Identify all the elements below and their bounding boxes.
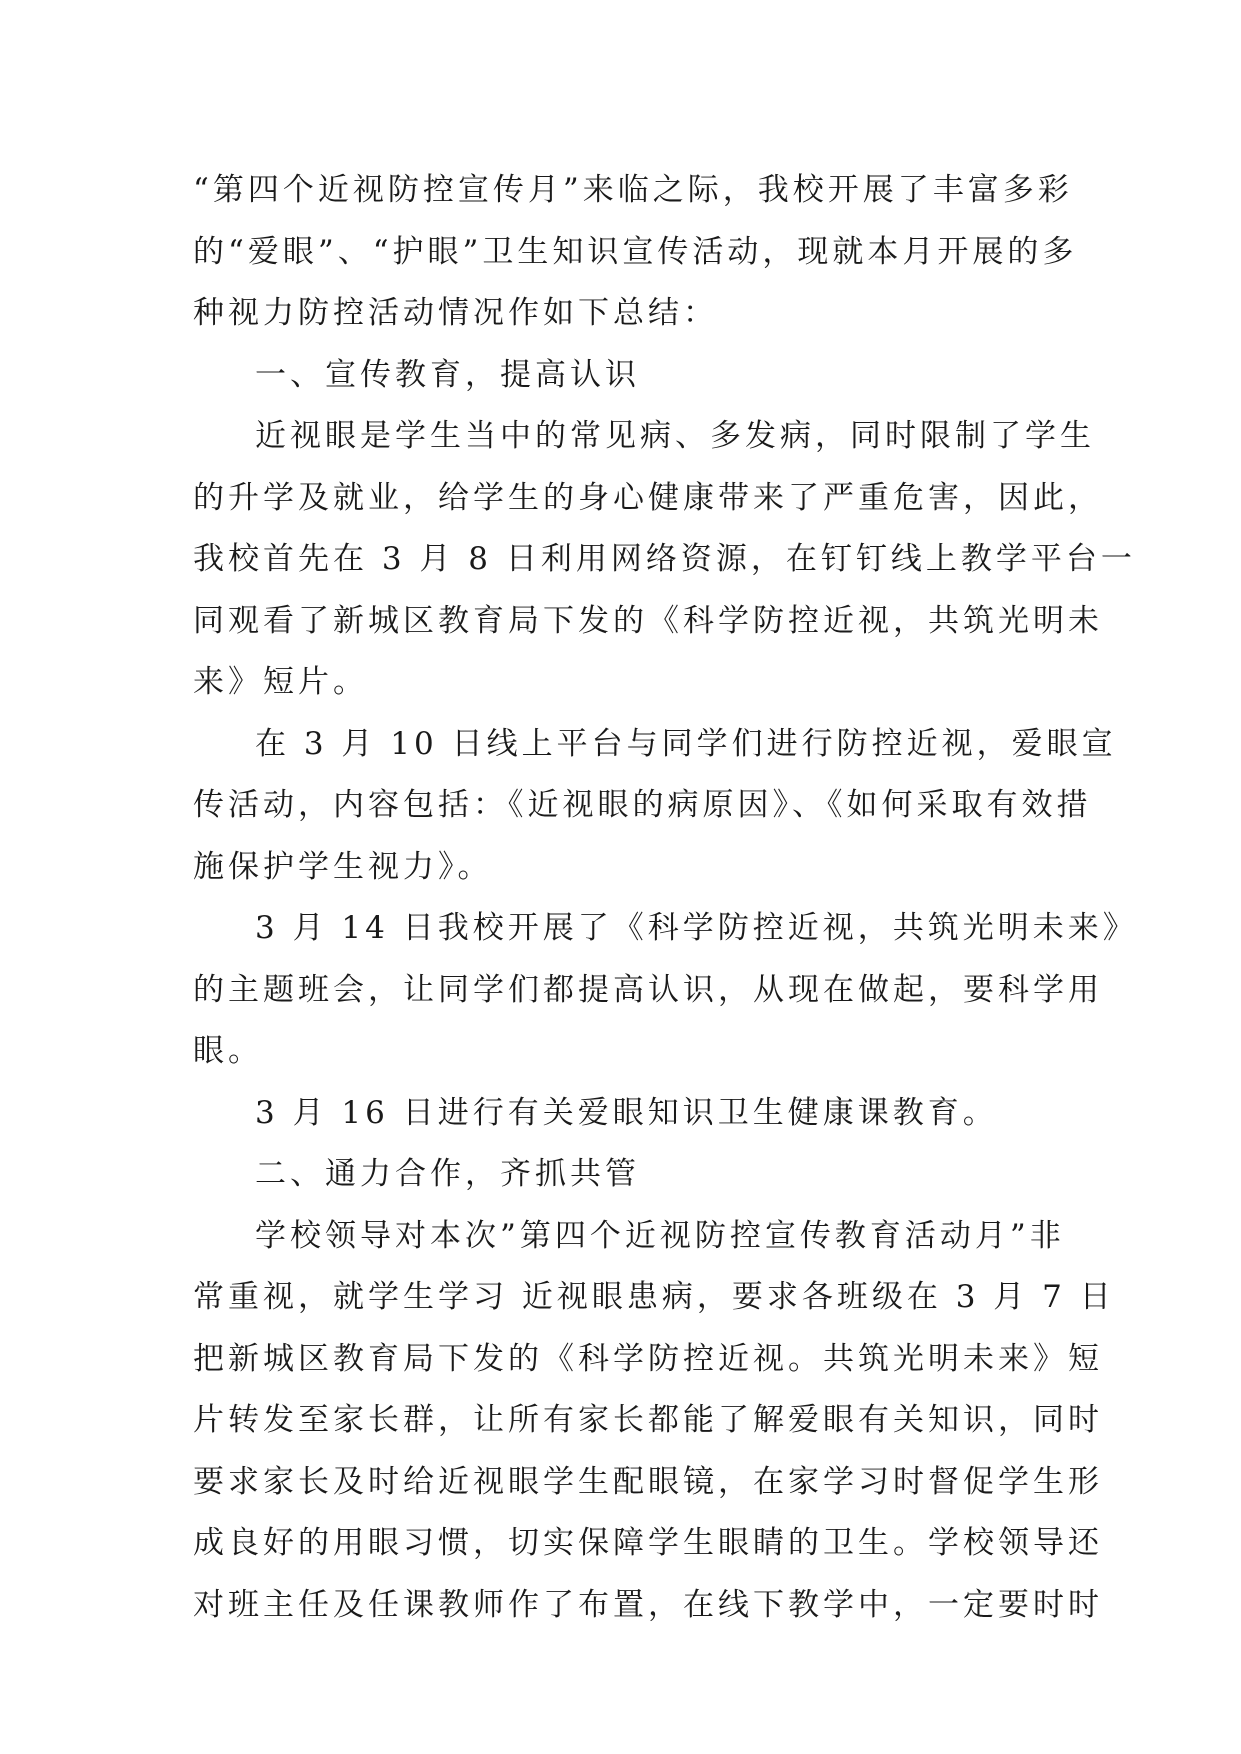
section-heading-1: 一、宣传教育，提高认识 xyxy=(255,356,640,393)
paragraph-line: 学校领导对本次”第四个近视防控宣传教育活动月”非 xyxy=(255,1217,1065,1254)
paragraph-line: 的升学及就业，给学生的身心健康带来了严重危害，因此， xyxy=(193,479,1103,516)
document-body xyxy=(193,160,1138,1636)
section-heading-2: 二、通力合作，齐抓共管 xyxy=(255,1156,640,1192)
paragraph-line: 常重视，就学生学习 近视眼患病，要求各班级在 3 月 7 日 xyxy=(193,1279,1115,1315)
paragraph-line: 同观看了新城区教育局下发的《科学防控近视，共筑光明未 xyxy=(193,602,1103,639)
paragraph-line: 我校首先在 3 月 8 日利用网络资源，在钉钉线上教学平台一 xyxy=(193,541,1136,577)
paragraph-line: 对班主任及任课教师作了布置，在线下教学中，一定要时时 xyxy=(193,1586,1103,1623)
paragraph-line: 近视眼是学生当中的常见病、多发病，同时限制了学生 xyxy=(255,418,1095,454)
paragraph-line: 3 月 14 日我校开展了《科学防控近视，共筑光明未来》 xyxy=(255,910,1138,946)
paragraph-line: 3 月 16 日进行有关爱眼知识卫生健康课教育。 xyxy=(255,1094,998,1131)
paragraph-line: 片转发至家长群，让所有家长都能了解爱眼有关知识，同时 xyxy=(193,1402,1103,1438)
paragraph-line: 的主题班会，让同学们都提高认识，从现在做起，要科学用 xyxy=(193,971,1103,1008)
paragraph-line: 眼。 xyxy=(193,1033,263,1069)
paragraph-line: “第四个近视防控宣传月”来临之际，我校开展了丰富多彩 xyxy=(193,172,1073,208)
paragraph-line: 传活动，内容包括：《近视眼的病原因》、《如何采取有效措 xyxy=(193,787,1092,823)
paragraph-line: 施保护学生视力》。 xyxy=(193,848,493,885)
paragraph-line: 把新城区教育局下发的《科学防控近视。共筑光明未来》短 xyxy=(193,1340,1103,1377)
paragraph-line: 在 3 月 10 日线上平台与同学们进行防控近视，爱眼宣 xyxy=(255,725,1117,762)
paragraph-line: 来》短片。 xyxy=(193,664,368,700)
paragraph-line: 的“爱眼”、“护眼”卫生知识宣传活动，现就本月开展的多 xyxy=(193,233,1078,270)
paragraph-line: 要求家长及时给近视眼学生配眼镜，在家学习时督促学生形 xyxy=(193,1463,1103,1500)
paragraph-line: 种视力防控活动情况作如下总结： xyxy=(193,295,718,331)
paragraph-line: 成良好的用眼习惯，切实保障学生眼睛的卫生。学校领导还 xyxy=(193,1525,1103,1561)
